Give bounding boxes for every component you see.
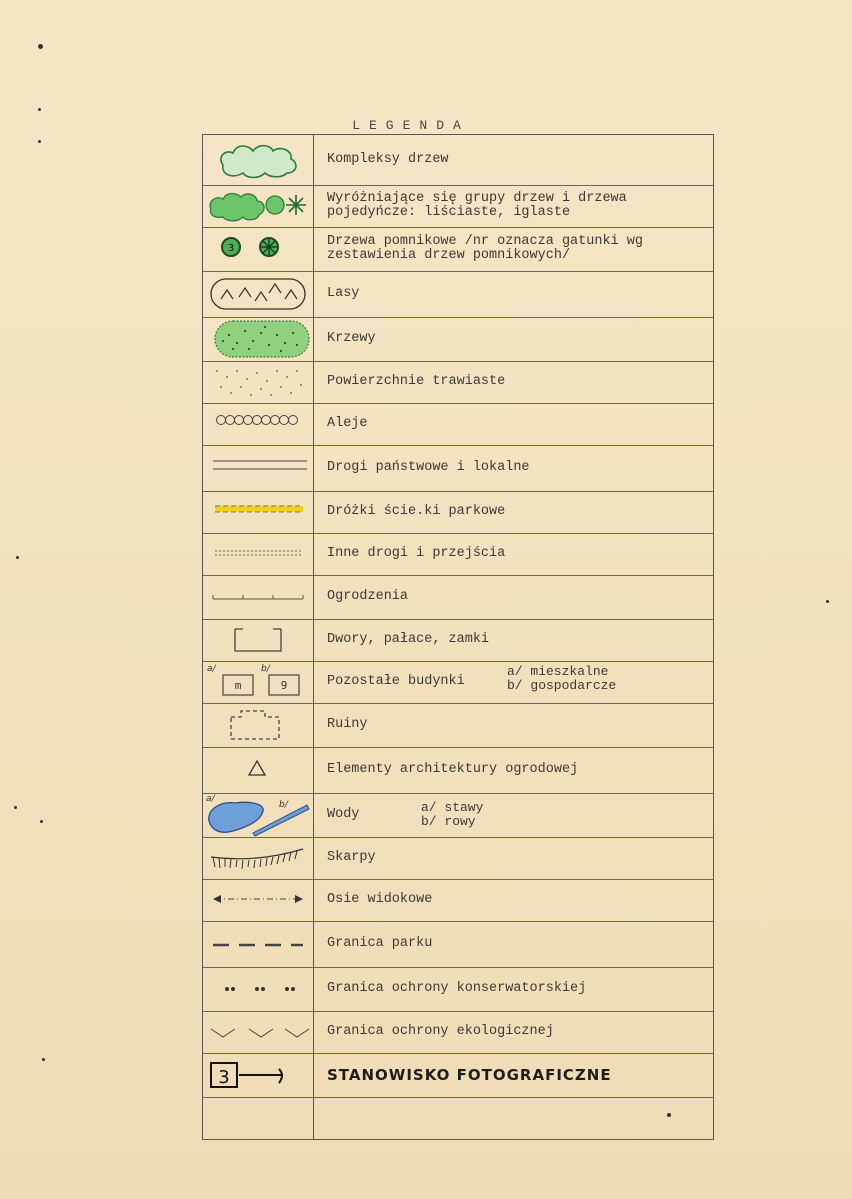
ink-speck	[14, 806, 17, 809]
legend-row-grass	[203, 361, 713, 404]
building-mark-m: m	[234, 679, 242, 692]
escarpment-icon	[203, 837, 313, 879]
monument-tree-number: 3	[227, 243, 235, 254]
legend-label: Wyróżniające się grupy drzew i drzewa pojedyńcze: liściaste, iglaste	[327, 191, 627, 220]
legend-label: Skarpy	[327, 850, 376, 865]
legend-row-roads	[203, 445, 713, 492]
legend-row-view-axis	[203, 879, 713, 922]
legend-sublabel: a/ mieszkalne b/ gospodarcze	[507, 664, 617, 693]
tree-complex-icon	[203, 135, 313, 185]
monument-trees-icon	[203, 227, 313, 271]
legend-row-photo-station	[203, 1053, 713, 1098]
legend-label: Ruiny	[327, 717, 368, 732]
legend-row-conservation-boundary	[203, 967, 713, 1012]
ink-speck	[38, 140, 41, 143]
legend-row-other-roads	[203, 533, 713, 576]
mark-b: b/	[279, 800, 288, 810]
ink-speck	[38, 44, 43, 49]
legend-label: Dwory, pałace, zamki	[327, 632, 490, 647]
ink-speck	[38, 108, 41, 111]
mark-b: b/	[261, 664, 270, 674]
buildings-icon	[203, 661, 313, 703]
conservation-boundary-icon	[203, 967, 313, 1011]
legend-row-ecological-boundary	[203, 1011, 713, 1054]
legend-label: Elementy architektury ogrodowej	[327, 762, 579, 777]
ruins-icon	[203, 703, 313, 747]
ink-dot	[667, 1113, 671, 1117]
legend-label: Drzewa pomnikowe /nr oznacza gatunki wg zestawienia drzew pomnikowych/	[327, 234, 643, 263]
park-paths-icon	[203, 491, 313, 533]
legend-row-park-boundary	[203, 921, 713, 968]
legend-row-tree-complex	[203, 135, 713, 186]
legend-row-water	[203, 793, 713, 838]
legend-row-tree-groups	[203, 185, 713, 228]
ink-speck	[826, 600, 829, 603]
legend-row-monument-trees	[203, 227, 713, 272]
ecological-boundary-icon	[203, 1011, 313, 1053]
legend-label: Krzewy	[327, 331, 376, 346]
legend-row-manor	[203, 619, 713, 662]
legend-row-ruins	[203, 703, 713, 748]
alley-icon	[203, 403, 313, 445]
triangle-icon	[203, 747, 313, 793]
park-boundary-icon	[203, 921, 313, 967]
legend-row-fence	[203, 575, 713, 620]
legend-sublabel: a/ stawy b/ rowy	[421, 800, 484, 829]
legend-label: Powierzchnie trawiaste	[327, 374, 506, 389]
legend-label: Drogi państwowe i lokalne	[327, 460, 530, 475]
legend-row-alley	[203, 403, 713, 446]
legend-label: Aleje	[327, 416, 368, 431]
legend-table	[202, 134, 714, 1140]
ink-speck	[16, 556, 19, 559]
legend-row-escarpment	[203, 837, 713, 880]
legend-row-buildings	[203, 661, 713, 704]
other-roads-icon	[203, 533, 313, 575]
photo-station-icon	[203, 1053, 313, 1097]
tree-groups-icon	[203, 185, 313, 227]
fence-icon	[203, 575, 313, 619]
forest-icon	[203, 271, 313, 317]
legend-label: Granica ochrony ekologicznej	[327, 1024, 554, 1039]
shrubs-icon	[203, 317, 313, 361]
legend-label: Pozostałe budynki	[327, 674, 465, 689]
legend-label: Inne drogi i przejścia	[327, 546, 506, 561]
legend-label: Osie widokowe	[327, 892, 433, 907]
mark-a: a/	[207, 664, 216, 674]
view-axis-icon	[203, 879, 313, 921]
legend-row-park-paths	[203, 491, 713, 534]
legend-row-empty	[203, 1097, 713, 1141]
ink-speck	[42, 1058, 45, 1061]
legend-label: STANOWISKO FOTOGRAFICZNE	[327, 1066, 612, 1084]
photo-station-number: 3	[218, 1067, 230, 1088]
legend-label: Granica ochrony konserwatorskiej	[327, 981, 587, 996]
legend-row-shrubs	[203, 317, 713, 362]
mark-a: a/	[206, 794, 215, 804]
legend-label: Kompleksy drzew	[327, 152, 449, 167]
roads-icon	[203, 445, 313, 491]
legend-row-forest	[203, 271, 713, 318]
legend-label: Ogrodzenia	[327, 589, 409, 604]
legend-label: Wody	[327, 807, 360, 822]
legend-label: Granica parku	[327, 936, 433, 951]
water-icon	[203, 793, 313, 837]
manor-icon	[203, 619, 313, 661]
legend-label: Dróżki ście.ki parkowe	[327, 504, 506, 519]
legend-row-garden-architecture	[203, 747, 713, 794]
ink-speck	[40, 820, 43, 823]
legend-title: LEGENDA	[352, 118, 470, 133]
building-mark-9: 9	[280, 679, 288, 692]
legend-label: Lasy	[327, 286, 360, 301]
grass-icon	[203, 361, 313, 403]
